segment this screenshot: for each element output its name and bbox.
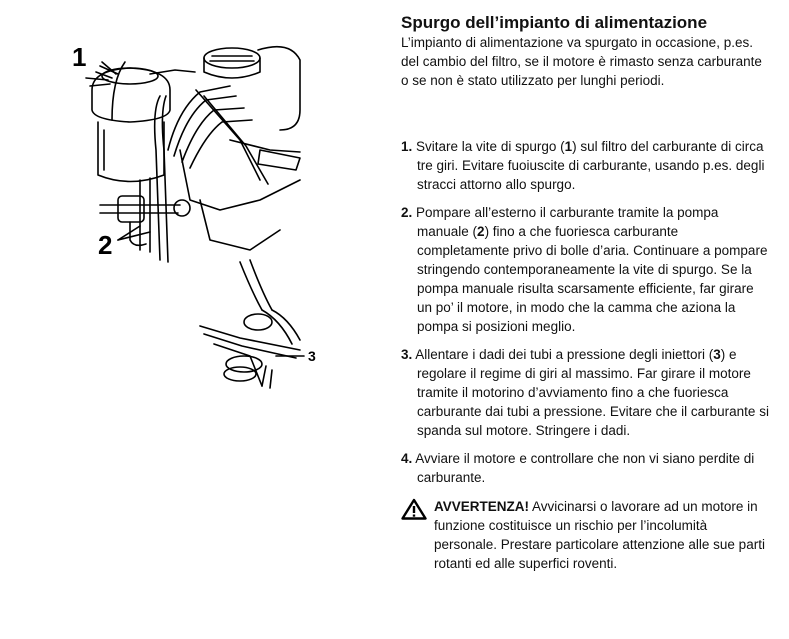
- callout-3-label: 3: [308, 348, 316, 364]
- step-4: [401, 449, 771, 487]
- step-ref: 2: [477, 224, 485, 239]
- step-3: [401, 345, 771, 440]
- warning-box: [401, 497, 771, 573]
- section-intro: L’impianto di alimentazione va spurgato in occasione, p.es. del cambio del filtro, se il motore è rimasto senza carburante o se non è stato utilizzato per lunghi periodi.: [401, 35, 762, 88]
- fuel-system-drawing: [0, 0, 390, 634]
- step-text: Svitare la vite di spurgo (: [416, 139, 565, 154]
- step-number: 4.: [401, 451, 413, 466]
- step-ref: 3: [713, 347, 721, 362]
- step-2: [401, 203, 771, 336]
- warning-triangle-icon: [401, 498, 427, 520]
- warning-text: Avvicinarsi o lavorare ad un motore in funzione costituisce un rischio per l’incolumità personale. Prestare particolare attenzione alle sue parti rotanti ed alle superfici roventi.: [434, 499, 765, 571]
- step-1: [401, 137, 771, 194]
- instructions-column: [401, 12, 771, 573]
- step-text: ) sul filtro del carburante di circa tre giri. Evitare fuoiuscite di carburante, usando p.es. degli stracci attorno allo spurgo.: [417, 139, 765, 192]
- injector-pipes-drawing: [168, 86, 300, 184]
- step-text: ) fino a che fuoriesca carburante completamente privo di bolle d’aria. Continuare a pompare stringendo contemporaneamente la vite di spurgo. Se la pompa manuale risulta scarsamente efficiente, far girare un po’ il motore, in modo che la camma che aziona la pompa si posizioni meglio.: [417, 224, 768, 334]
- callout-1-label: 1: [72, 42, 87, 72]
- engine-block-drawing: [140, 96, 300, 262]
- step-ref: 1: [564, 139, 573, 154]
- step-text: Pompare all’esterno il carburante tramite la pompa manuale (: [416, 205, 719, 239]
- step-number: 3.: [401, 347, 413, 362]
- engine-illustration: [0, 0, 390, 634]
- injector-detail-drawing: [200, 260, 304, 388]
- step-text: Avviare il motore e controllare che non vi siano perdite di carburante.: [415, 451, 755, 485]
- warning-label: AVVERTENZA!: [434, 499, 530, 514]
- callout-2-label: 2: [98, 230, 113, 260]
- steps-list: [401, 137, 771, 487]
- step-text: Allentare i dadi dei tubi a pressione degli iniettori (: [415, 347, 714, 362]
- step-text: ) e regolare il regime di giri al massimo. Far girare il motore tramite il motorino d’avviamento fino a che fuoriesca carburante dai tubi a pressione. Evitare che il carburante si spanda sul motore. Stringere i dadi.: [417, 347, 769, 438]
- step-number: 1.: [401, 139, 413, 154]
- section-title: Spurgo dell’impianto di alimentazione: [401, 13, 708, 32]
- step-number: 2.: [401, 205, 413, 220]
